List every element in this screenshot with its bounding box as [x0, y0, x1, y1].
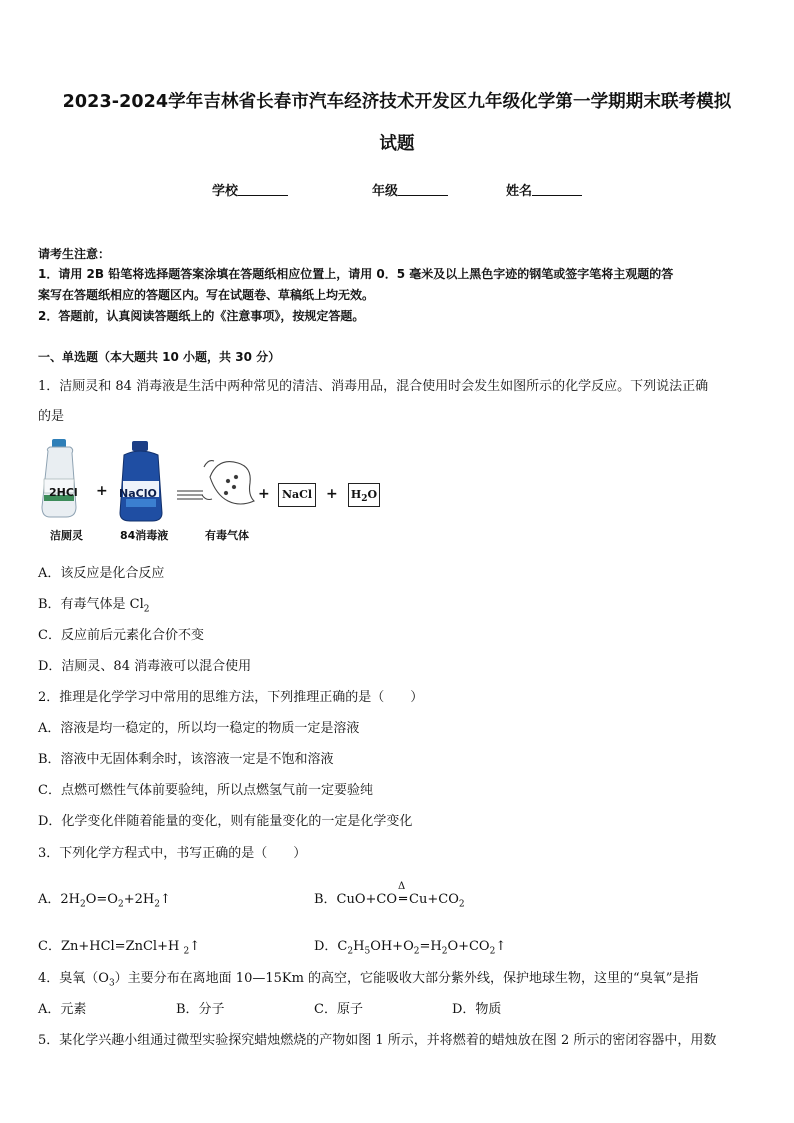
- plus-sign-1: +: [96, 483, 108, 499]
- toilet-cleaner-bottle-icon: [42, 439, 76, 517]
- question-3-option-c: C．Zn+HCl=ZnCl+H $_2$↑: [38, 939, 201, 957]
- page-title: 2023-2024学年吉林省长春市汽车经济技术开发区九年级化学第一学期期末联考模拟: [62, 92, 732, 112]
- question-3-stem: 3．下列化学方程式中，书写正确的是（ ）: [38, 846, 307, 861]
- question-3-option-b: B．CuO+CO Δ ═ $Cu+CO_2$: [314, 881, 465, 910]
- question-3-option-d: D．$C_2H_5OH+O_2=H_2O+CO_2↑$: [314, 939, 507, 957]
- school-field[interactable]: [212, 180, 288, 199]
- question-4-option-a: A．元素: [38, 1002, 87, 1017]
- equals-sign: [177, 491, 203, 499]
- question-4-stem: 4．臭氧$(O_3)$主要分布在离地面 10—15Km 的高空，它能吸收大部分紫外线，保护地球生物，这里的“臭氧”是指: [38, 971, 699, 989]
- disinfectant-bottle-icon: [120, 441, 162, 521]
- water-product-box: $H_2O$: [348, 483, 380, 507]
- question-4-option-d: D．物质: [452, 1002, 502, 1017]
- grade-field[interactable]: [372, 180, 448, 199]
- question-1-option-a: A．该反应是化合反应: [38, 566, 165, 581]
- question-1-stem: 1．洁厕灵和 84 消毒液是生活中两种常见的清洁、消毒用品，混合使用时会发生如图所示的化学反应。下列说法正确: [38, 379, 709, 394]
- hcl-formula: 2HCl: [49, 486, 78, 499]
- notice-heading: 请考生注意：: [38, 247, 111, 261]
- toxic-gas-icon: [202, 461, 254, 504]
- grade-label: 年级: [372, 184, 399, 199]
- naclo-formula: NaClO: [119, 487, 157, 500]
- plus-sign-3: +: [326, 486, 338, 502]
- question-4-option-b: B．分子: [176, 1002, 225, 1017]
- question-2-option-a: A．溶液是均一稳定的，所以均一稳定的物质一定是溶液: [38, 721, 360, 736]
- question-2-option-b: B．溶液中无固体剩余时，该溶液一定是不饱和溶液: [38, 752, 334, 767]
- toxic-gas-caption: 有毒气体: [205, 529, 249, 542]
- question-1-stem-cont: 的是: [38, 409, 65, 424]
- plus-sign-2: +: [258, 486, 270, 502]
- nacl-product-box: NaCl: [278, 483, 316, 507]
- question-5-stem: 5．某化学兴趣小组通过微型实验探究蜡烛燃烧的产物如图 1 所示，并将燃着的蜡烛放在图 2 所示的密闭容器中，用数: [38, 1033, 717, 1048]
- notice-item-2: 2．答题前，认真阅读答题纸上的《注意事项》，按规定答题。: [38, 309, 365, 323]
- toilet-cleaner-caption: 洁厕灵: [50, 529, 83, 542]
- page-title-continued: 试题: [379, 134, 415, 154]
- notice-item-1-cont: 案写在答题纸相应的答题区内。写在试题卷、草稿纸上均无效。: [38, 288, 375, 302]
- name-field[interactable]: [506, 180, 582, 199]
- notice-item-1: 1．请用 2B 铅笔将选择题答案涂填在答题纸相应位置上，请用 0．5 毫米及以上黑色字迹的钢笔或签字笔将主观题的答: [38, 267, 674, 281]
- question-4-option-c: C．原子: [314, 1002, 363, 1017]
- reaction-figure: [40, 437, 390, 547]
- school-label: 学校: [212, 184, 239, 199]
- question-2-option-d: D．化学变化伴随着能量的变化，则有能量变化的一定是化学变化: [38, 814, 413, 829]
- question-2-stem: 2．推理是化学学习中常用的思维方法，下列推理正确的是（ ）: [38, 690, 424, 705]
- disinfectant-caption: 84消毒液: [120, 529, 169, 542]
- question-3-option-a: A．$2H_2O=O_2+2H_2↑$: [38, 892, 171, 910]
- question-1-option-c: C．反应前后元素化合价不变: [38, 628, 204, 643]
- section-heading: 一、单选题（本大题共 10 小题，共 30 分）: [38, 350, 281, 364]
- name-label: 姓名: [506, 184, 533, 199]
- question-2-option-c: C．点燃可燃性气体前要验纯，所以点燃氢气前一定要验纯: [38, 783, 373, 798]
- question-1-option-b: B．有毒气体是 $Cl_2$: [38, 597, 150, 615]
- question-1-option-d: D．洁厕灵、84 消毒液可以混合使用: [38, 659, 252, 674]
